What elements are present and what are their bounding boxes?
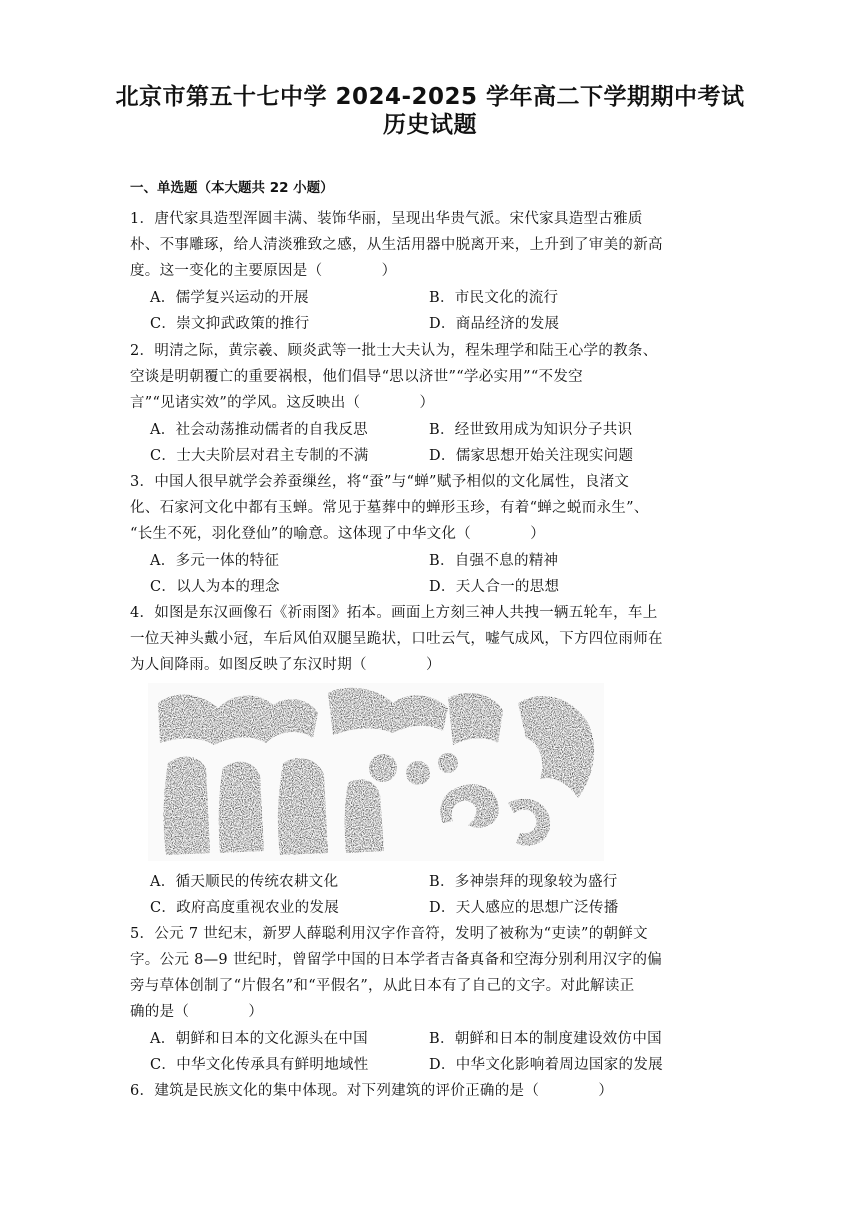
question-2-line-3: 言”“见诸实效”的学风。这反映出（ ） bbox=[130, 395, 435, 411]
question-4-option-b: B．多神崇拜的现象较为盛行 bbox=[429, 874, 618, 890]
question-2-option-a: A．社会动荡推动儒者的自我反思 bbox=[150, 422, 368, 438]
question-2-line-2: 空谈是明朝覆亡的重要祸根，他们倡导“思以济世”“学必实用”“不发空 bbox=[130, 369, 583, 385]
rain-prayer-rubbing-image bbox=[148, 683, 604, 861]
question-3-line-2: 化、石家河文化中都有玉蝉。常见于墓葬中的蝉形玉珍，有着“蝉之蜕而永生”、 bbox=[130, 500, 649, 516]
question-4-option-d: D．天人感应的思想广泛传播 bbox=[429, 900, 619, 916]
question-2-line-1: 2．明清之际，黄宗羲、顾炎武等一批士大夫认为，程朱理学和陆王心学的教条、 bbox=[130, 343, 658, 359]
question-4-line-2: 一位天神头戴小冠，车后风伯双腿呈跪状，口吐云气，嘘气成风，下方四位雨师在 bbox=[130, 631, 663, 647]
question-3-line-3: “长生不死，羽化登仙”的喻意。这体现了中华文化（ ） bbox=[130, 526, 546, 542]
question-1-line-2: 朴、不事雕琢，给人清淡雅致之感，从生活用器中脱离开来，上升到了审美的新高 bbox=[130, 237, 663, 253]
question-1-line-1: 1．唐代家具造型浑圆丰满、装饰华丽，呈现出华贵气派。宋代家具造型古雅质 bbox=[130, 211, 643, 227]
question-1-option-b: B．市民文化的流行 bbox=[429, 290, 559, 306]
question-5-option-c: C．中华文化传承具有鲜明地域性 bbox=[150, 1057, 369, 1073]
question-4-option-c: C．政府高度重视农业的发展 bbox=[150, 900, 339, 916]
question-2-option-b: B．经世致用成为知识分子共识 bbox=[429, 422, 633, 438]
question-5-option-b: B．朝鲜和日本的制度建设效仿中国 bbox=[429, 1031, 662, 1047]
question-3-option-d: D．天人合一的思想 bbox=[429, 579, 560, 595]
question-5-line-1: 5．公元 7 世纪末，新罗人薛聪利用汉字作音符，发明了被称为“吏读”的朝鲜文 bbox=[130, 926, 648, 942]
question-5-line-4: 确的是（ ） bbox=[130, 1004, 264, 1020]
question-4-line-3: 为人间降雨。如图反映了东汉时期（ ） bbox=[130, 657, 441, 673]
question-2-option-d: D．儒家思想开始关注现实问题 bbox=[429, 448, 634, 464]
exam-subtitle: 历史试题 bbox=[383, 112, 477, 138]
exam-title: 北京市第五十七中学 2024-2025 学年高二下学期期中考试 bbox=[115, 84, 745, 110]
question-5-line-2: 字。公元 8—9 世纪时，曾留学中国的日本学者吉备真备和空海分别利用汉字的偏 bbox=[130, 952, 663, 968]
question-6-line-1: 6．建筑是民族文化的集中体现。对下列建筑的评价正确的是（ ） bbox=[130, 1083, 614, 1099]
question-1-option-a: A．儒学复兴运动的开展 bbox=[150, 290, 309, 306]
question-5-option-d: D．中华文化影响着周边国家的发展 bbox=[429, 1057, 663, 1073]
question-5-line-3: 旁与草体创制了“片假名”和“平假名”，从此日本有了自己的文字。对此解读正 bbox=[130, 978, 635, 994]
question-1-option-c: C．崇文抑武政策的推行 bbox=[150, 316, 310, 332]
question-3-option-a: A．多元一体的特征 bbox=[150, 553, 280, 569]
question-1-option-d: D．商品经济的发展 bbox=[429, 316, 560, 332]
question-4-option-a: A．循天顺民的传统农耕文化 bbox=[150, 874, 339, 890]
question-3-line-1: 3．中国人很早就学会养蚕缫丝，将“蚕”与“蝉”赋予相似的文化属性，良渚文 bbox=[130, 474, 630, 490]
section-heading: 一、单选题（本大题共 22 小题） bbox=[130, 180, 334, 196]
question-4-line-1: 4．如图是东汉画像石《祈雨图》拓本。画面上方刻三神人共拽一辆五轮车，车上 bbox=[130, 605, 658, 621]
question-5-option-a: A．朝鲜和日本的文化源头在中国 bbox=[150, 1031, 368, 1047]
question-3-option-b: B．自强不息的精神 bbox=[429, 553, 559, 569]
question-2-option-c: C．士大夫阶层对君主专制的不满 bbox=[150, 448, 369, 464]
question-3-option-c: C．以人为本的理念 bbox=[150, 579, 280, 595]
question-1-line-3: 度。这一变化的主要原因是（ ） bbox=[130, 263, 397, 279]
